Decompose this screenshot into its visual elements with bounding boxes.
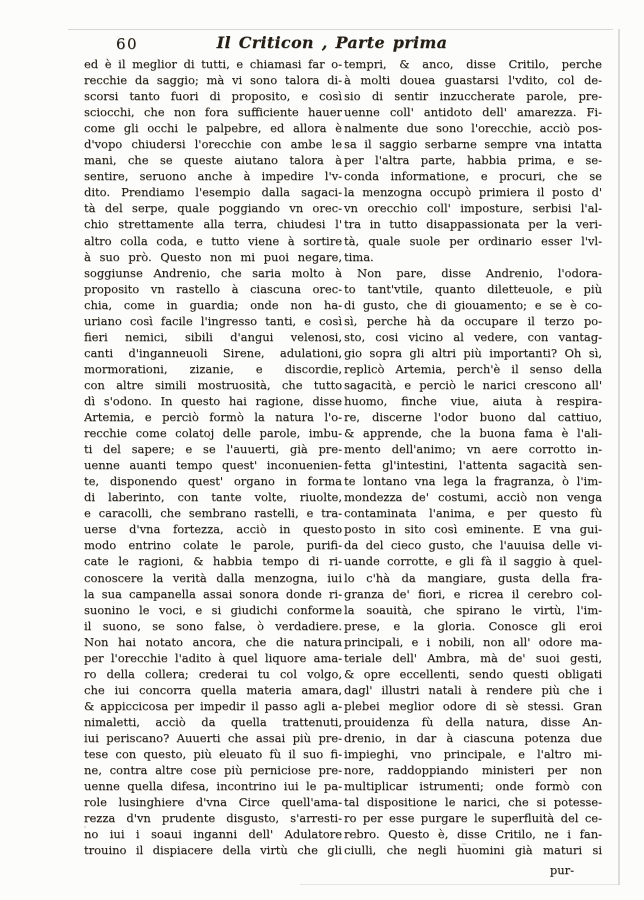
text-line: no iui i soaui inganni dell' Adulatore xyxy=(84,827,342,842)
text-line: chia, come in guardia; onde non ha- xyxy=(84,297,342,312)
text-line: tempri, & anco, disse Critilo, perche xyxy=(344,57,602,71)
text-line: con altre simili mostruosità, che tutto xyxy=(84,377,342,392)
text-line: iui periscano? Auuerti che assai più pre- xyxy=(84,730,342,745)
text-line: conoscere la verità dalla menzogna, iui xyxy=(84,570,342,585)
text-line: tal dispositione le narici, che si potesse- xyxy=(344,795,602,810)
text-line: & apprende, che la buona fama è l'ali- xyxy=(344,426,602,441)
text-line: nimaletti, acciò da quella trattenuti, xyxy=(84,714,342,729)
ink-speck xyxy=(462,843,466,845)
text-line: mani, che se queste aiutano talora à xyxy=(84,153,342,168)
text-line: uenne quella difesa, incontrino iui le pa- xyxy=(84,779,342,794)
scan-edge-top xyxy=(68,29,613,30)
text-line: il suono, se sono false, ò verdadiere. xyxy=(84,618,342,633)
text-line: da del cieco gusto, che l'auuisa delle vi- xyxy=(344,538,602,553)
text-line: chio strettamente alla terra, chiudesi l' xyxy=(84,217,342,232)
scan-edge-bottom xyxy=(300,884,620,885)
text-line: Non hai notato ancora, che die natura xyxy=(84,634,342,649)
text-line: to tant'vtile, quanto diletteuole, e più xyxy=(344,281,602,296)
text-line: multiplicar istrumenti; onde formò con xyxy=(344,779,602,794)
text-line: te lontano vna lega la fragranza, ò l'im- xyxy=(344,474,602,489)
text-line: modo entrino colate le parole, purifi- xyxy=(84,538,342,553)
text-line: uriano così facile l'ingresso tanti, e così xyxy=(84,313,342,328)
text-line: recchie come colatoj delle parole, imbu- xyxy=(84,426,342,441)
text-line: tima. xyxy=(344,249,374,264)
text-line: re, discerne l'odor buono dal cattiuo, xyxy=(344,410,602,425)
text-line: prouidenza fù della natura, disse An- xyxy=(344,714,602,729)
text-line: fetta gl'intestini, l'attenta sagacità sen- xyxy=(344,458,602,473)
text-line: ti del sapere; e se l'auuerti, già pre- xyxy=(84,442,342,457)
text-line: recchie da saggio; mà vi sono talora di- xyxy=(84,73,342,88)
text-line: cate le ragioni, & habbia tempo di ri- xyxy=(84,554,342,569)
text-line: nore, raddoppiando ministeri per non xyxy=(344,763,602,778)
text-line: che iui concorra quella materia amara, xyxy=(84,682,342,697)
text-line: sto, cosi vicino al vedere, con vantag- xyxy=(344,329,602,344)
text-line: uande corrotte, e gli fà il saggio à quel- xyxy=(344,554,602,569)
text-line: per l'altra parte, habbia prima, e se- xyxy=(344,153,602,168)
text-line: role lusinghiere d'vna Circe quell'ama- xyxy=(84,795,342,810)
text-line: ed è il meglior di tutti, e chiamasi far o- xyxy=(84,57,342,71)
ink-speck xyxy=(84,826,86,828)
text-line: drenio, in dar à ciascuna potenza due xyxy=(344,730,602,745)
text-line: gio sopra gli altri più importanti? Oh sì, xyxy=(344,345,602,360)
text-line: huomo, finche viue, aiuta à respira- xyxy=(344,393,602,408)
text-line: sciocchi, che non fora sufficiente hauer xyxy=(84,105,342,120)
text-line: ne, contra altre cose più perniciose pre- xyxy=(84,763,342,778)
text-line: per l'orecchie l'adito à quel liquore ama- xyxy=(84,650,342,665)
text-line: mormorationi, zizanie, e discordie, xyxy=(84,361,342,376)
text-line: sì, perche hà da occupare il terzo po- xyxy=(344,313,602,328)
text-line: mento dell'animo; vn aere corrotto in- xyxy=(344,442,602,457)
text-line: tà, quale suole per ordinario esser l'vl- xyxy=(344,233,602,248)
text-line: & appiccicosa per impedir il passo agli a- xyxy=(84,698,342,713)
text-line: Non pare, disse Andrenio, l'odora- xyxy=(357,265,602,280)
text-line: te, disponendo quest' organo in forma xyxy=(84,474,342,489)
text-line: soggiunse Andrenio, che saria molto à xyxy=(84,265,342,280)
text-line: posto in sito così eminente. E vna gui- xyxy=(344,522,602,537)
text-line: la soauità, che spirano le virtù, l'im- xyxy=(344,602,602,617)
text-line: tese con questo, più eleuato fù il suo fi- xyxy=(84,747,342,762)
text-line: tà del serpe, quale poggiando vn orec- xyxy=(84,201,342,216)
text-line: la menzogna occupò primiera il posto d' xyxy=(344,185,602,200)
text-line: uenne auanti tempo quest' inconuenien- xyxy=(84,458,342,473)
text-line: ro della collera; crederai tu col volgo, xyxy=(84,666,342,681)
running-title: Il Criticon , Parte prima xyxy=(216,33,448,52)
text-line: suonino le voci, e si giudichi conforme xyxy=(84,602,342,617)
text-line: replicò Artemia, perch'è il senso della xyxy=(344,361,602,376)
page-number: 60 xyxy=(116,35,139,53)
text-line: dito. Prendiamo l'esempio dalla sagaci- xyxy=(84,185,342,200)
text-line: uerse d'vna fortezza, acciò in questo xyxy=(84,522,342,537)
text-line: altro colla coda, e tutto viene à sortire xyxy=(84,233,342,248)
text-line: sa il saggio serbarne sempre vna intatta xyxy=(344,137,602,152)
text-line: uenne coll' antidoto dell' amarezza. Fi- xyxy=(344,105,602,120)
text-line: rebro. Questo è, disse Critilo, ne i fan- xyxy=(344,827,602,842)
text-line: d'vopo chiudersi l'orecchie con ambe le xyxy=(84,137,342,152)
text-line: teriale dell' Ambra, mà de' suoi gesti, xyxy=(344,650,602,665)
text-line: sagacità, e perciò le narici crescono all' xyxy=(344,377,602,392)
text-line: impieghi, vno principale, e l'altro mi- xyxy=(344,747,602,762)
text-column-right xyxy=(344,56,602,858)
text-line: conda informatione, e procuri, che se xyxy=(344,169,602,184)
text-line: di gusto, che di giouamento; e se è co- xyxy=(344,297,602,312)
text-line: dì s'odono. In questo hai ragione, disse xyxy=(84,393,342,408)
text-line: à suo prò. Questo non mi puoi negare, xyxy=(84,249,342,264)
text-line: contaminata l'anima, e per questo fù xyxy=(344,506,602,521)
text-line: & opre eccellenti, sendo questi obligati xyxy=(344,666,602,681)
text-line: tra in tutto disappassionata per la veri- xyxy=(344,217,602,232)
text-line: fieri nemici, sibili d'angui velenosi, xyxy=(84,329,342,344)
text-line: Artemia, e perciò formò la natura l'o- xyxy=(84,410,342,425)
text-line: plebei meglior odore di sè stessi. Gran xyxy=(344,698,602,713)
text-line: nalmente due sono l'orecchie, acciò pos- xyxy=(344,121,602,136)
text-line: ro per esse purgare le superfluità del ce- xyxy=(344,811,602,826)
text-line: sio di sentir inzuccherate parole, pre- xyxy=(344,89,602,104)
text-line: proposito vn rastello à ciascuna orec- xyxy=(84,281,342,296)
text-line: scorsi tanto fuori di proposito, e così xyxy=(84,89,342,104)
text-line: di laberinto, con tante volte, riuolte, xyxy=(84,490,342,505)
text-line: la sua campanella assai sonora donde ri- xyxy=(84,586,342,601)
text-line: rezza d'vn prudente disgusto, s'arresti- xyxy=(84,811,342,826)
scan-edge-right xyxy=(618,29,620,885)
text-line: come gli occhi le palpebre, ed allora è xyxy=(84,121,342,136)
text-line: granza de' fiori, e ricrea il cerebro col- xyxy=(344,586,602,601)
text-line: mondezza de' costumi, acciò non venga xyxy=(344,490,602,505)
text-line: canti d'inganneuoli Sirene, adulationi, xyxy=(84,345,342,360)
text-line: sentire, seruono anche à impedire l'v- xyxy=(84,169,342,184)
text-line: e caracolli, che sembrano rastelli, e tra- xyxy=(84,506,342,521)
text-line: ciulli, che negli huomini già maturi si xyxy=(344,843,602,858)
text-column-left xyxy=(84,56,342,858)
text-line: à molti douea guastarsi l'vdito, col de- xyxy=(344,73,602,88)
text-line: prese, e la gloria. Conosce gli eroi xyxy=(344,618,602,633)
catchword: pur- xyxy=(549,863,574,877)
text-line: dagl' illustri natali à rendere più che i xyxy=(344,682,602,697)
text-line: principali, e i nobili, non all' odore ma- xyxy=(344,634,602,649)
text-line: lo c'hà da mangiare, gusta della fra- xyxy=(344,570,602,585)
text-line: vn orecchio coll' imposture, serbisi l'al- xyxy=(344,201,602,216)
text-line: trouino il dispiacere della virtù che gli xyxy=(84,843,342,858)
